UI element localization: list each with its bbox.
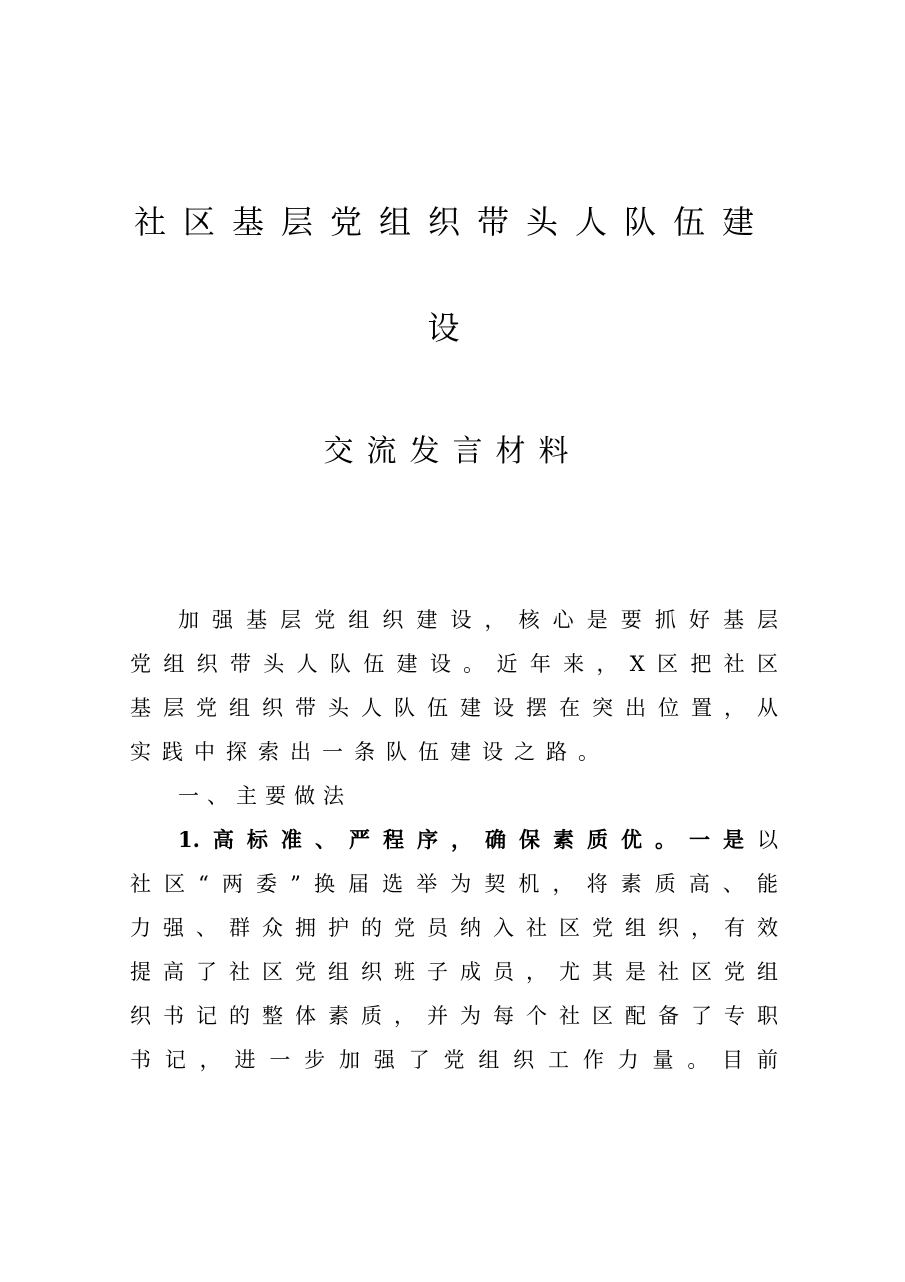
item-1-first-line <box>130 818 778 862</box>
section-1-heading: 一、主要做法 <box>178 784 352 808</box>
paragraph-1-line-2: 党组织带头人队伍建设。近年来，X区把社区 <box>130 652 778 676</box>
item-1-line-5: 织书记的整体素质，并为每个社区配备了专职 <box>130 1004 778 1028</box>
item-1-first-label: 一是 <box>689 827 758 852</box>
document-subtitle: 交流发言材料 <box>323 434 582 469</box>
item-1-line-4: 提高了社区党组织班子成员，尤其是社区党组 <box>130 960 778 984</box>
document-body <box>130 598 778 1082</box>
document-title-line-1: 社区基层党组织带头人队伍建 <box>133 203 771 241</box>
document-title-line-2: 设 <box>427 309 477 347</box>
item-1-heading: 1.高标准、严程序，确保素质优。 <box>178 827 689 852</box>
paragraph-1-line-3: 基层党组织带头人队伍建设摆在突出位置，从 <box>130 696 778 720</box>
paragraph-1-line-4: 实践中探索出一条队伍建设之路。 <box>130 740 610 764</box>
item-1-line-6: 书记，进一步加强了党组织工作力量。目前 <box>130 1048 778 1072</box>
item-1-first-line-rest: 以 <box>757 828 779 852</box>
item-1-line-3: 力强、群众拥护的党员纳入社区党组织，有效 <box>130 916 778 940</box>
item-1-line-2: 社区“两委”换届选举为契机，将素质高、能 <box>130 872 778 896</box>
paragraph-1-line-1: 加强基层党组织建设，核心是要抓好基层 <box>178 608 778 632</box>
